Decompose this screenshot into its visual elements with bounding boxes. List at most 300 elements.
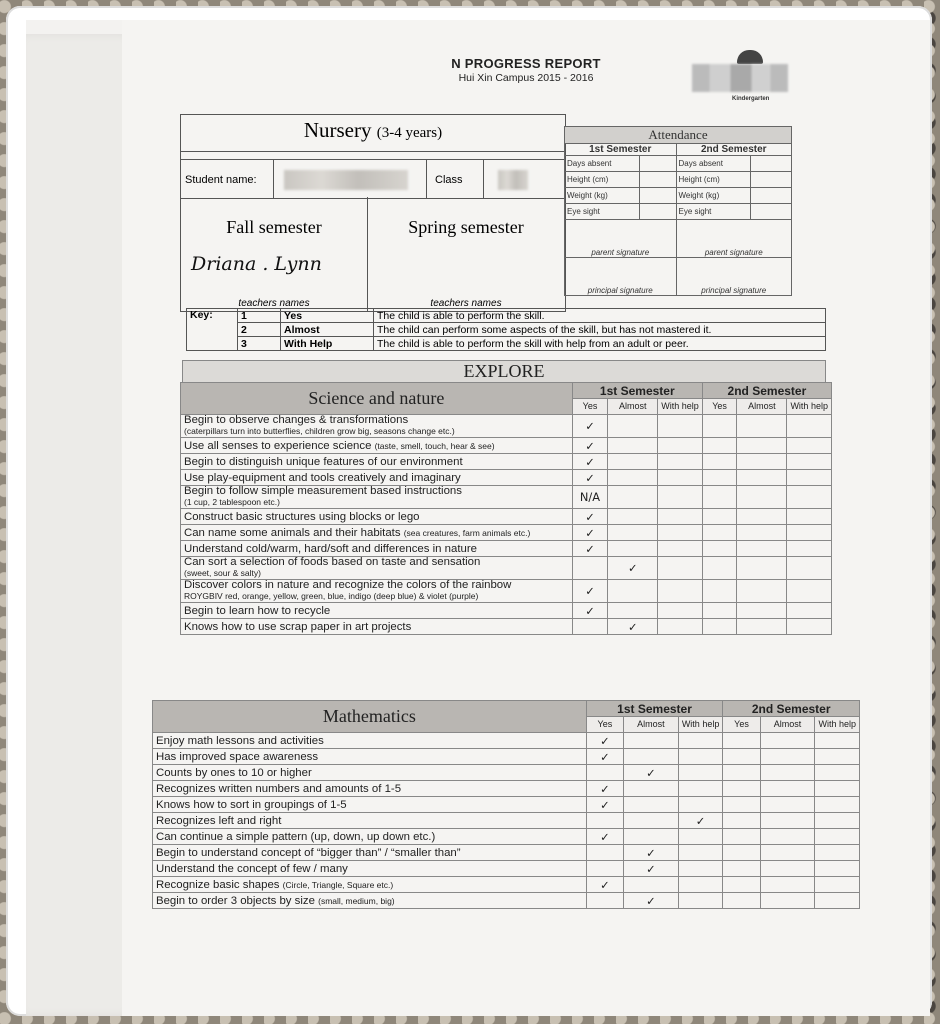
science-mark-cell: [737, 619, 787, 635]
skill-label: [153, 797, 587, 813]
skill-text: Use all senses to experience science: [184, 439, 372, 452]
attendance-sem1: 1st Semester: [565, 144, 677, 156]
attendance-title: Attendance: [565, 127, 792, 144]
science-mark-cell: [658, 438, 703, 454]
math-mark-cell: [723, 829, 760, 845]
left-page: [26, 34, 136, 1016]
skill-text: Begin to observe changes & transformations: [184, 414, 409, 426]
science-mark-cell: [737, 486, 787, 509]
parent-signature-2: parent signature: [676, 220, 792, 258]
class-label: Class: [435, 174, 463, 186]
math-mark-cell: [723, 733, 760, 749]
math-mark-cell: [760, 845, 815, 861]
check-mark: N/A: [572, 486, 607, 509]
math-mark-cell: [760, 829, 815, 845]
skill-label: [153, 829, 587, 845]
math-mark-cell: [678, 829, 723, 845]
key-number: 2: [238, 323, 281, 337]
check-mark: ✓: [624, 845, 679, 861]
key-row: [187, 337, 826, 351]
math-mark-cell: [624, 749, 679, 765]
science-mark-cell: [702, 438, 737, 454]
math-col-yes-2: Yes: [723, 717, 760, 733]
check-mark: ✓: [624, 765, 679, 781]
skill-text: Can name some animals and their habitats: [184, 526, 401, 539]
skill-note: (caterpillars turn into butterflies, children grow big, seasons change etc.): [184, 426, 455, 436]
skill-row: [181, 470, 832, 486]
redacted-class: [498, 170, 528, 190]
key-description: The child is able to perform the skill.: [374, 309, 826, 323]
attendance-value-1: [639, 204, 676, 220]
class-field: [483, 160, 566, 198]
math-mark-cell: [815, 845, 860, 861]
skill-label: [153, 861, 587, 877]
math-mark-cell: [760, 813, 815, 829]
skill-text: Recognize basic shapes: [156, 878, 280, 891]
science-mark-cell: [658, 486, 703, 509]
student-name-row: [181, 159, 565, 199]
skill-label: [181, 603, 573, 619]
level-name: Nursery: [303, 118, 372, 142]
science-mark-cell: [702, 541, 737, 557]
skill-label: [181, 438, 573, 454]
check-mark: ✓: [586, 877, 623, 893]
science-mark-cell: [702, 619, 737, 635]
attendance-row: [565, 156, 792, 172]
spring-semester-box: [367, 197, 565, 311]
science-mark-cell: [787, 619, 832, 635]
skill-row: [181, 415, 832, 438]
photo-frame: [6, 6, 932, 1016]
math-mark-cell: [586, 861, 623, 877]
explore-header: [182, 360, 826, 383]
math-table: [152, 700, 860, 909]
math-mark-cell: [678, 733, 723, 749]
attendance-value-2: [751, 172, 792, 188]
science-mark-cell: [608, 454, 658, 470]
math-mark-cell: [586, 845, 623, 861]
math-sem1: 1st Semester: [586, 701, 723, 717]
math-mark-cell: [678, 877, 723, 893]
skill-row: [181, 603, 832, 619]
science-mark-cell: [737, 580, 787, 603]
skill-row: [181, 619, 832, 635]
skill-row: [181, 557, 832, 580]
skill-label: [181, 470, 573, 486]
skill-label: [153, 765, 587, 781]
attendance-label-1: Height (cm): [565, 172, 640, 188]
skill-note: ROYGBIV red, orange, yellow, green, blue, indigo (deep blue) & violet (purple): [184, 591, 479, 601]
science-mark-cell: [737, 603, 787, 619]
science-mark-cell: [787, 470, 832, 486]
skill-row: [153, 797, 860, 813]
math-mark-cell: [760, 749, 815, 765]
math-mark-cell: [678, 781, 723, 797]
math-mark-cell: [760, 877, 815, 893]
science-mark-cell: [737, 557, 787, 580]
skill-text: Construct basic structures using blocks or lego: [184, 510, 420, 523]
science-sem1: 1st Semester: [572, 383, 702, 399]
check-mark: ✓: [572, 525, 607, 541]
skill-text: Discover colors in nature and recognize the colors of the rainbow: [184, 579, 512, 591]
key-row: [187, 309, 826, 323]
skill-label: [181, 541, 573, 557]
science-mark-cell: [608, 541, 658, 557]
math-mark-cell: [624, 781, 679, 797]
math-mark-cell: [624, 797, 679, 813]
science-mark-cell: [787, 486, 832, 509]
tree-icon: [737, 50, 763, 64]
check-mark: ✓: [572, 603, 607, 619]
science-col-almost-1: Almost: [608, 399, 658, 415]
skill-text: Enjoy math lessons and activities: [156, 734, 324, 747]
skill-label: [181, 415, 573, 438]
math-mark-cell: [723, 845, 760, 861]
skill-row: [153, 733, 860, 749]
check-mark: ✓: [572, 509, 607, 525]
skill-text: Begin to learn how to recycle: [184, 604, 331, 617]
science-mark-cell: [702, 509, 737, 525]
science-col-yes-2: Yes: [702, 399, 737, 415]
math-mark-cell: [815, 813, 860, 829]
skill-row: [153, 765, 860, 781]
math-mark-cell: [723, 765, 760, 781]
math-mark-cell: [760, 861, 815, 877]
skill-text: Knows how to sort in groupings of 1-5: [156, 798, 347, 811]
attendance-sem2: 2nd Semester: [676, 144, 792, 156]
math-mark-cell: [624, 829, 679, 845]
fall-semester-box: [181, 197, 368, 311]
science-mark-cell: [737, 438, 787, 454]
principal-signature-1: principal signature: [565, 258, 677, 296]
science-mark-cell: [737, 525, 787, 541]
science-mark-cell: [787, 525, 832, 541]
skill-text: Knows how to use scrap paper in art projects: [184, 620, 412, 633]
math-col-help-1: With help: [678, 717, 723, 733]
science-title: Science and nature: [181, 383, 573, 415]
campus-line: Hui Xin Campus 2015 - 2016: [458, 72, 594, 84]
skill-text: Begin to distinguish unique features of our environment: [184, 455, 463, 468]
math-col-almost-2: Almost: [760, 717, 815, 733]
skill-label: [181, 525, 573, 541]
check-mark: ✓: [586, 749, 623, 765]
science-mark-cell: [702, 557, 737, 580]
skill-label: [181, 557, 573, 580]
science-mark-cell: [702, 486, 737, 509]
check-mark: ✓: [572, 470, 607, 486]
science-mark-cell: [658, 415, 703, 438]
skill-note: (small, medium, big): [318, 895, 395, 906]
math-mark-cell: [678, 845, 723, 861]
science-mark-cell: [658, 580, 703, 603]
check-mark: ✓: [678, 813, 723, 829]
science-mark-cell: [608, 509, 658, 525]
skill-row: [153, 749, 860, 765]
teacher-signature: Driana . Lynn: [191, 253, 322, 275]
math-mark-cell: [815, 781, 860, 797]
math-mark-cell: [760, 797, 815, 813]
key-number: 1: [238, 309, 281, 323]
attendance-value-2: [751, 188, 792, 204]
science-mark-cell: [787, 557, 832, 580]
check-mark: ✓: [608, 619, 658, 635]
check-mark: ✓: [572, 541, 607, 557]
math-mark-cell: [586, 765, 623, 781]
age-range: (3-4 years): [376, 125, 443, 141]
skill-text: Begin to understand concept of “bigger than” / “smaller than”: [156, 846, 461, 859]
level-heading: [181, 115, 565, 152]
skill-note: (Circle, Triangle, Square etc.): [282, 879, 394, 890]
key-row: [187, 323, 826, 337]
science-mark-cell: [572, 557, 607, 580]
key-word: With Help: [281, 337, 374, 351]
skill-note: (1 cup, 2 tablespoon etc.): [184, 497, 280, 507]
math-mark-cell: [723, 877, 760, 893]
math-mark-cell: [723, 749, 760, 765]
skill-label: [153, 749, 587, 765]
check-mark: ✓: [586, 781, 623, 797]
attendance-label-2: Weight (kg): [676, 188, 751, 204]
skill-row: [153, 861, 860, 877]
math-mark-cell: [815, 733, 860, 749]
science-mark-cell: [702, 525, 737, 541]
science-mark-cell: [658, 557, 703, 580]
skill-label: [153, 733, 587, 749]
skill-label: [153, 893, 587, 909]
skill-note: (sea creatures, farm animals etc.): [403, 527, 531, 538]
check-mark: ✓: [586, 797, 623, 813]
science-mark-cell: [702, 415, 737, 438]
key-description: The child is able to perform the skill with help from an adult or peer.: [374, 337, 826, 351]
science-mark-cell: [658, 541, 703, 557]
check-mark: ✓: [624, 893, 679, 909]
check-mark: ✓: [608, 557, 658, 580]
skill-label: [181, 454, 573, 470]
science-mark-cell: [608, 525, 658, 541]
math-mark-cell: [723, 893, 760, 909]
skill-row: [153, 845, 860, 861]
skill-row: [181, 509, 832, 525]
skill-text: Can sort a selection of foods based on taste and sensation: [184, 556, 481, 568]
science-mark-cell: [608, 415, 658, 438]
attendance-label-2: Height (cm): [676, 172, 751, 188]
skill-note: (taste, smell, touch, hear & see): [374, 440, 495, 451]
science-mark-cell: [572, 619, 607, 635]
science-col-help-2: With help: [787, 399, 832, 415]
semester-row: [181, 197, 565, 311]
attendance-value-1: [639, 156, 676, 172]
math-mark-cell: [815, 893, 860, 909]
key-label: Key:: [187, 309, 238, 351]
math-mark-cell: [723, 861, 760, 877]
attendance-value-2: [751, 156, 792, 172]
math-mark-cell: [815, 765, 860, 781]
science-mark-cell: [787, 415, 832, 438]
science-mark-cell: [787, 603, 832, 619]
skill-label: [153, 781, 587, 797]
science-mark-cell: [658, 454, 703, 470]
check-mark: ✓: [572, 415, 607, 438]
math-mark-cell: [586, 893, 623, 909]
math-mark-cell: [624, 877, 679, 893]
math-col-almost-1: Almost: [624, 717, 679, 733]
skill-row: [181, 454, 832, 470]
skill-text: Recognizes left and right: [156, 814, 282, 827]
science-mark-cell: [702, 470, 737, 486]
skill-label: [153, 877, 587, 893]
check-mark: ✓: [572, 454, 607, 470]
booklet: [26, 20, 930, 1016]
science-sem2: 2nd Semester: [702, 383, 831, 399]
science-mark-cell: [787, 541, 832, 557]
attendance-row: [565, 204, 792, 220]
skill-row: [153, 781, 860, 797]
math-mark-cell: [624, 813, 679, 829]
skill-row: [181, 438, 832, 454]
science-mark-cell: [787, 438, 832, 454]
math-col-help-2: With help: [815, 717, 860, 733]
skill-text: Begin to order 3 objects by size: [156, 894, 315, 907]
skill-row: [153, 877, 860, 893]
math-mark-cell: [678, 797, 723, 813]
principal-signature-2: principal signature: [676, 258, 792, 296]
math-title: Mathematics: [153, 701, 587, 733]
science-mark-cell: [787, 454, 832, 470]
science-mark-cell: [787, 509, 832, 525]
math-mark-cell: [723, 813, 760, 829]
math-mark-cell: [586, 813, 623, 829]
skill-row: [181, 486, 832, 509]
check-mark: ✓: [586, 829, 623, 845]
key-word: Almost: [281, 323, 374, 337]
science-mark-cell: [658, 603, 703, 619]
math-mark-cell: [760, 781, 815, 797]
spring-teachers-names: teachers names: [430, 298, 502, 309]
science-col-yes-1: Yes: [572, 399, 607, 415]
science-mark-cell: [608, 438, 658, 454]
science-mark-cell: [702, 454, 737, 470]
check-mark: ✓: [572, 438, 607, 454]
math-sem2: 2nd Semester: [723, 701, 860, 717]
skill-text: Can continue a simple pattern (up, down, up down etc.): [156, 830, 436, 843]
school-logo: [692, 50, 788, 110]
report-sheet: [122, 20, 930, 1016]
blurred-logo: [692, 64, 788, 92]
science-mark-cell: [737, 541, 787, 557]
math-mark-cell: [760, 765, 815, 781]
science-table: [180, 382, 832, 635]
science-mark-cell: [658, 509, 703, 525]
math-mark-cell: [678, 765, 723, 781]
math-col-yes-1: Yes: [586, 717, 623, 733]
math-mark-cell: [624, 733, 679, 749]
skill-row: [153, 829, 860, 845]
check-mark: ✓: [572, 580, 607, 603]
skill-label: [181, 619, 573, 635]
attendance-label-2: Days absent: [676, 156, 751, 172]
math-mark-cell: [678, 893, 723, 909]
science-mark-cell: [658, 619, 703, 635]
attendance-row: [565, 188, 792, 204]
skill-row: [153, 893, 860, 909]
skill-text: Begin to follow simple measurement based instructions: [184, 485, 462, 497]
skill-label: [181, 509, 573, 525]
math-mark-cell: [678, 861, 723, 877]
skill-row: [181, 580, 832, 603]
skill-text: Use play-equipment and tools creatively and imaginary: [184, 471, 461, 484]
student-info-block: [180, 114, 566, 312]
skill-note: (sweet, sour & salty): [184, 568, 261, 578]
skill-row: [153, 813, 860, 829]
science-mark-cell: [737, 509, 787, 525]
fall-teachers-names: teachers names: [238, 298, 310, 309]
parent-signature-1: parent signature: [565, 220, 677, 258]
skill-text: Recognizes written numbers and amounts of 1-5: [156, 782, 402, 795]
skill-label: [181, 580, 573, 603]
skill-text: Has improved space awareness: [156, 750, 319, 763]
science-mark-cell: [608, 580, 658, 603]
attendance-table: [564, 126, 792, 296]
attendance-label-2: Eye sight: [676, 204, 751, 220]
key-table: [186, 308, 826, 351]
skill-row: [181, 541, 832, 557]
skill-label: [153, 813, 587, 829]
check-mark: ✓: [624, 861, 679, 877]
skill-text: Understand the concept of few / many: [156, 862, 348, 875]
math-mark-cell: [815, 749, 860, 765]
science-col-almost-2: Almost: [737, 399, 787, 415]
spring-semester-label: Spring semester: [408, 217, 524, 237]
science-mark-cell: [702, 580, 737, 603]
math-mark-cell: [815, 877, 860, 893]
math-mark-cell: [723, 797, 760, 813]
attendance-value-1: [639, 172, 676, 188]
skill-text: Understand cold/warm, hard/soft and differences in nature: [184, 542, 477, 555]
key-word: Yes: [281, 309, 374, 323]
report-title: N PROGRESS REPORT: [451, 56, 601, 71]
attendance-label-1: Weight (kg): [565, 188, 640, 204]
student-name-label: Student name:: [185, 174, 257, 186]
science-mark-cell: [737, 415, 787, 438]
science-mark-cell: [787, 580, 832, 603]
attendance-row: [565, 172, 792, 188]
explore-title: EXPLORE: [183, 361, 826, 383]
math-mark-cell: [760, 893, 815, 909]
key-description: The child can perform some aspects of the skill, but has not mastered it.: [374, 323, 826, 337]
skill-text: Counts by ones to 10 or higher: [156, 766, 312, 779]
attendance-value-2: [751, 204, 792, 220]
skill-label: [153, 845, 587, 861]
science-mark-cell: [608, 603, 658, 619]
math-mark-cell: [678, 749, 723, 765]
math-mark-cell: [815, 861, 860, 877]
logo-text: Kindergarten: [732, 96, 770, 102]
science-mark-cell: [658, 470, 703, 486]
math-mark-cell: [723, 781, 760, 797]
science-col-help-1: With help: [658, 399, 703, 415]
math-mark-cell: [815, 797, 860, 813]
science-mark-cell: [658, 525, 703, 541]
attendance-label-1: Eye sight: [565, 204, 640, 220]
science-mark-cell: [737, 454, 787, 470]
check-mark: ✓: [586, 733, 623, 749]
science-mark-cell: [608, 470, 658, 486]
science-mark-cell: [702, 603, 737, 619]
science-mark-cell: [737, 470, 787, 486]
skill-row: [181, 525, 832, 541]
math-mark-cell: [815, 829, 860, 845]
skill-label: [181, 486, 573, 509]
